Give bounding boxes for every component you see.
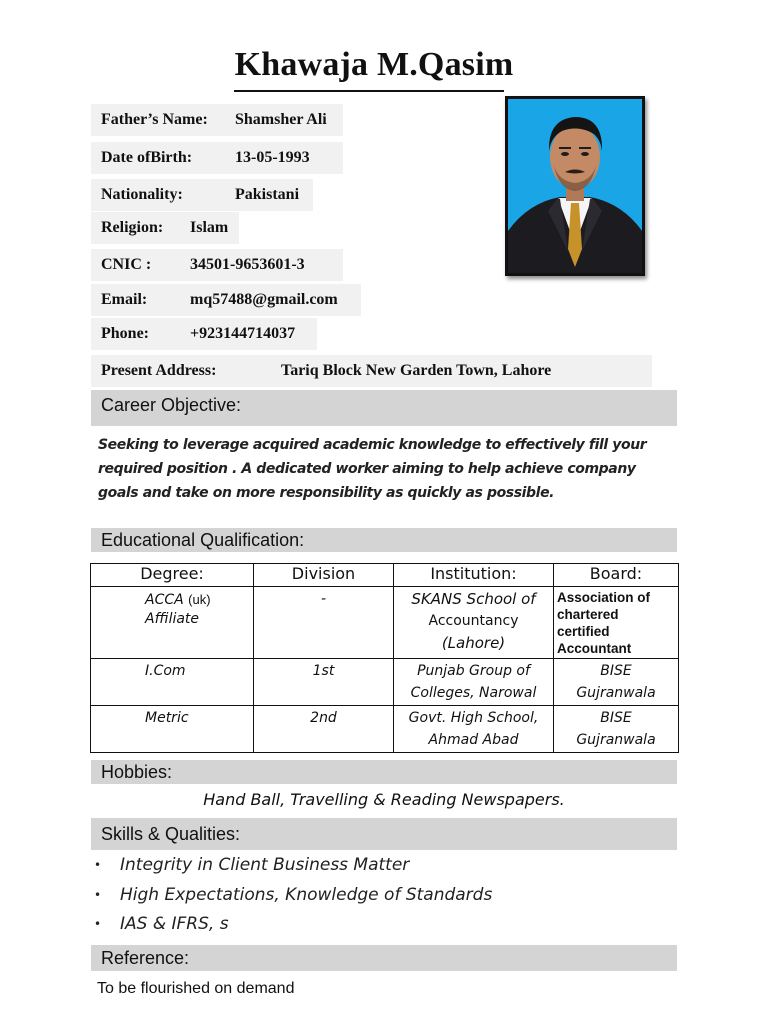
board-line: chartered <box>557 607 619 622</box>
institution-line: Ahmad Abad <box>428 732 519 748</box>
board-cell <box>554 659 679 706</box>
division-cell: 1st <box>254 659 394 706</box>
table-header-row <box>91 564 679 587</box>
reference-text: To be flourished on demand <box>97 980 295 997</box>
email-value[interactable]: mq57488@gmail.com <box>190 291 338 308</box>
header-board: Board: <box>554 564 679 587</box>
table-row <box>91 659 679 706</box>
table-row <box>91 587 679 659</box>
table-row <box>91 706 679 753</box>
list-item <box>94 910 492 940</box>
institution-cell <box>394 659 554 706</box>
objective-line: required position . A dedicated worker aiming to help achieve company <box>98 461 636 477</box>
objective-line: Seeking to leverage acquired academic knowledge to effectively fill your <box>98 437 647 453</box>
institution-line: Govt. High School, <box>408 710 539 726</box>
address-row <box>91 355 652 387</box>
email-row <box>91 284 361 316</box>
dob-label: Date ofBirth: <box>101 149 193 166</box>
skill-text: IAS & IFRS, s <box>120 914 229 934</box>
cnic-row <box>91 249 343 281</box>
bullet-icon: • <box>94 917 102 931</box>
institution-line: Accountancy <box>428 613 519 629</box>
name-underline <box>234 90 504 92</box>
phone-value: +923144714037 <box>190 325 296 342</box>
religion-label: Religion: <box>101 219 164 236</box>
religion-row <box>91 212 239 244</box>
board-line: BISE <box>600 710 632 726</box>
degree-cell <box>91 587 254 659</box>
board-line: Gujranwala <box>576 732 656 748</box>
header-degree: Degree: <box>91 564 254 587</box>
board-cell <box>554 587 679 659</box>
career-objective-text <box>98 433 658 505</box>
list-item <box>94 881 492 911</box>
cnic-value: 34501-9653601-3 <box>190 256 305 273</box>
nationality-label: Nationality: <box>101 186 183 203</box>
institution-cell <box>394 706 554 753</box>
hobbies-text: Hand Ball, Travelling & Reading Newspapers. <box>203 790 565 809</box>
religion-value: Islam <box>190 219 229 236</box>
header-institution: Institution: <box>394 564 554 587</box>
institution-cell <box>394 587 554 659</box>
institution-line: SKANS School of <box>411 590 536 608</box>
list-item <box>94 851 492 881</box>
skill-text: High Expectations, Knowledge of Standards <box>120 884 493 905</box>
institution-line: Colleges, Narowal <box>410 685 537 701</box>
board-line: BISE <box>600 663 632 679</box>
phone-row <box>91 318 317 350</box>
section-education: Educational Qualification: <box>91 528 677 552</box>
section-career-objective: Career Objective: <box>91 390 677 426</box>
section-reference: Reference: <box>91 945 677 971</box>
division-cell: - <box>254 587 394 659</box>
profile-photo <box>505 96 645 276</box>
candidate-name: Khawaja M.Qasim <box>234 46 514 83</box>
phone-label: Phone: <box>101 325 149 342</box>
skill-text: Integrity in Client Business Matter <box>120 855 410 875</box>
bullet-icon: • <box>94 887 102 902</box>
education-table <box>90 563 679 753</box>
degree-note: (uk) <box>188 592 211 607</box>
nationality-row <box>91 179 313 211</box>
board-cell <box>554 706 679 753</box>
degree-cell: I.Com <box>91 659 254 706</box>
degree-line2: Affiliate <box>145 611 200 627</box>
institution-line: Punjab Group of <box>417 663 530 679</box>
skills-list <box>94 851 492 940</box>
objective-line: goals and take on more responsibility as quickly as possible. <box>98 485 555 501</box>
board-line: Accountant <box>557 641 632 656</box>
bullet-icon: • <box>94 858 102 872</box>
nationality-value: Pakistani <box>235 186 300 203</box>
cnic-label: CNIC : <box>101 256 152 273</box>
dob-value: 13-05-1993 <box>235 149 310 166</box>
email-label: Email: <box>101 291 148 308</box>
father-name-row <box>91 104 343 136</box>
board-line: Association of <box>557 590 651 605</box>
board-line: certified <box>557 624 610 639</box>
division-cell: 2nd <box>254 706 394 753</box>
section-hobbies: Hobbies: <box>91 760 677 784</box>
dob-row <box>91 142 343 174</box>
degree-main: ACCA <box>145 592 184 608</box>
father-name-value: Shamsher Ali <box>235 111 327 128</box>
degree-cell: Metric <box>91 706 254 753</box>
board-line: Gujranwala <box>576 685 656 701</box>
section-skills: Skills & Qualities: <box>91 818 677 850</box>
father-name-label: Father’s Name: <box>101 111 208 128</box>
address-value: Tariq Block New Garden Town, Lahore <box>281 362 552 379</box>
address-label: Present Address: <box>101 362 217 379</box>
institution-line: (Lahore) <box>441 634 506 652</box>
portrait-illustration <box>508 99 642 273</box>
header-division: Division <box>254 564 394 587</box>
